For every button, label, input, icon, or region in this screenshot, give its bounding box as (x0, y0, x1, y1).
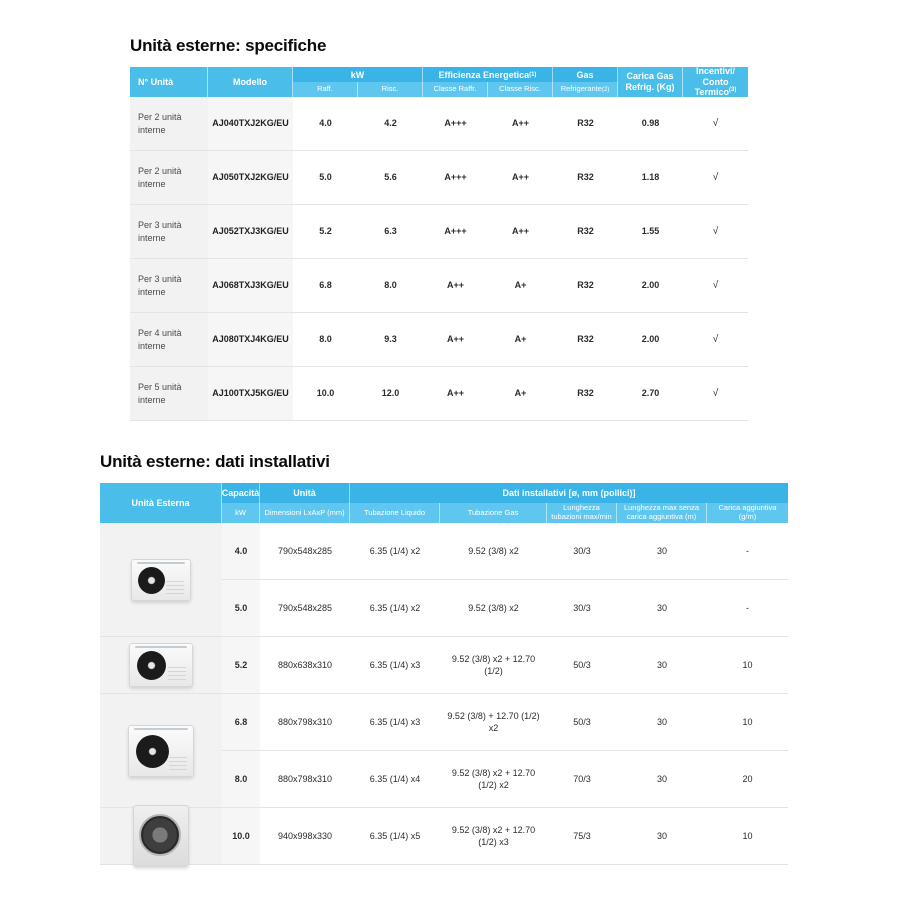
cell-n-unita: Per 4 unità interne (130, 313, 208, 366)
install-row (222, 580, 788, 637)
cell-lunghezza-max: 30 (656, 659, 667, 670)
cell-n-unita: Per 2 unità interne (130, 97, 208, 150)
cell-tubazione-gas: 9.52 (3/8) x2 + 12.70 (1/2) x3 (451, 824, 536, 847)
install-table-body (100, 523, 788, 865)
cell-tubazione-liquido: 6.35 (1/4) x3 (369, 659, 421, 670)
cell-tubazione-liquido: 6.35 (1/4) x2 (369, 545, 421, 556)
cell-lunghezza-tubazioni: 50/3 (573, 716, 591, 727)
cell-classe-raff: A++ (446, 334, 464, 345)
cell-carica-aggiuntiva: 20 (742, 773, 753, 784)
cell-modello: AJ052TXJ3KG/EU (208, 205, 293, 258)
install-rows (222, 523, 788, 865)
header-tubazione-gas: Tubazione Gas (440, 503, 547, 523)
cell-capacita: 5.0 (222, 580, 260, 636)
cell-dimensioni: 790x548x285 (277, 545, 333, 556)
cell-raff: 4.0 (319, 118, 332, 129)
cell-raff: 10.0 (316, 388, 335, 399)
header-tubazione-liquido: Tubazione Liquido (350, 503, 440, 523)
outdoor-unit-photo-large (100, 694, 222, 808)
cell-dimensioni: 940x998x330 (277, 830, 333, 841)
install-table-title: Unità esterne: dati installativi (100, 452, 330, 471)
header-gas: Gas (553, 67, 618, 82)
cell-dimensioni: 880x798x310 (277, 773, 333, 784)
checkmark-icon: √ (712, 117, 719, 129)
cell-carica-aggiuntiva: 10 (742, 659, 753, 670)
cell-raff: 8.0 (319, 334, 332, 345)
spec-row (130, 259, 748, 313)
cell-tubazione-gas: 9.52 (3/8) + 12.70 (1/2) x2 (447, 710, 540, 733)
spec-row (130, 367, 748, 421)
header-risc: Risc. (358, 82, 423, 97)
cell-carica: 0.98 (641, 118, 660, 129)
header-kw: kW (293, 67, 423, 82)
header-kw-group (293, 67, 423, 97)
fan-icon (136, 735, 169, 768)
cell-n-unita: Per 5 unità interne (130, 367, 208, 420)
cell-classe-risc: A++ (511, 172, 529, 183)
cell-carica-aggiuntiva: 10 (742, 830, 753, 841)
cell-modello: AJ080TXJ4KG/EU (208, 313, 293, 366)
install-row (222, 694, 788, 751)
fan-icon (139, 814, 181, 856)
cell-gas: R32 (577, 226, 594, 237)
header-dati-group (350, 483, 788, 523)
cell-n-unita: Per 3 unità interne (130, 259, 208, 312)
outdoor-unit-photo-xl (100, 808, 222, 865)
cell-capacita: 10.0 (222, 808, 260, 864)
checkmark-icon: √ (712, 279, 719, 291)
unit-image-column (100, 523, 222, 865)
spec-table-header (130, 67, 748, 97)
cell-capacita: 8.0 (222, 751, 260, 807)
cell-lunghezza-max: 30 (656, 716, 667, 727)
cell-classe-risc: A+ (514, 334, 527, 345)
header-gas-group (553, 67, 618, 97)
cell-tubazione-gas: 9.52 (3/8) x2 (468, 602, 519, 613)
vent-grille (168, 667, 186, 680)
header-modello: Modello (208, 67, 293, 97)
cell-lunghezza-tubazioni: 75/3 (573, 830, 591, 841)
install-table (100, 452, 788, 865)
fan-icon (138, 567, 165, 594)
vent-grille (166, 581, 184, 594)
header-efficienza: Efficienza Energetica (1) (423, 67, 553, 82)
cell-tubazione-liquido: 6.35 (1/4) x3 (369, 716, 421, 727)
header-lunghezza-max: Lunghezza max senza carica aggiuntiva (m) (617, 503, 707, 523)
cell-capacita: 4.0 (222, 523, 260, 579)
header-dati-installativi: Dati installativi [ø, mm (pollici)] (350, 483, 788, 503)
cell-lunghezza-max: 30 (656, 602, 667, 613)
header-unita-esterna: Unità Esterna (100, 483, 222, 523)
checkmark-icon: √ (712, 225, 719, 237)
cell-raff: 5.0 (319, 172, 332, 183)
header-lunghezza-tubazioni: Lunghezza tubazioni max/min (547, 503, 617, 523)
outdoor-unit-photo-small (100, 523, 222, 637)
cell-gas: R32 (577, 172, 594, 183)
cell-n-unita: Per 2 unità interne (130, 151, 208, 204)
cell-classe-raff: A+++ (444, 172, 467, 183)
install-row (222, 637, 788, 694)
cell-modello: AJ050TXJ2KG/EU (208, 151, 293, 204)
cell-risc: 9.3 (384, 334, 397, 345)
cell-risc: 5.6 (384, 172, 397, 183)
header-carica-gas: Carica Gas Refrig. (Kg) (618, 67, 683, 97)
install-row (222, 523, 788, 580)
cell-classe-raff: A++ (446, 280, 464, 291)
spec-row (130, 313, 748, 367)
cell-carica: 2.70 (641, 388, 660, 399)
cell-gas: R32 (577, 334, 594, 345)
cell-classe-raff: A++ (446, 388, 464, 399)
cell-risc: 6.3 (384, 226, 397, 237)
cell-carica: 2.00 (641, 334, 660, 345)
cell-carica-aggiuntiva: 10 (742, 716, 753, 727)
cell-dimensioni: 880x638x310 (277, 659, 333, 670)
header-unita-group (260, 483, 350, 523)
cell-modello: AJ040TXJ2KG/EU (208, 97, 293, 150)
cell-tubazione-gas: 9.52 (3/8) x2 (468, 545, 519, 556)
cell-lunghezza-tubazioni: 50/3 (573, 659, 591, 670)
header-classe-raff: Classe Raffr. (423, 82, 488, 97)
outdoor-unit-photo-medium (100, 637, 222, 694)
cell-tubazione-liquido: 6.35 (1/4) x2 (369, 602, 421, 613)
cell-lunghezza-max: 30 (656, 773, 667, 784)
cell-lunghezza-tubazioni: 70/3 (573, 773, 591, 784)
cell-capacita: 6.8 (222, 694, 260, 750)
cell-carica-aggiuntiva: - (746, 602, 749, 613)
cell-risc: 8.0 (384, 280, 397, 291)
checkmark-icon: √ (712, 333, 719, 345)
cell-tubazione-gas: 9.52 (3/8) x2 + 12.70 (1/2) (451, 653, 536, 676)
cell-lunghezza-tubazioni: 30/3 (573, 602, 591, 613)
cell-lunghezza-max: 30 (656, 545, 667, 556)
spec-row (130, 97, 748, 151)
vent-grille (169, 757, 187, 770)
cell-gas: R32 (577, 280, 594, 291)
cell-classe-risc: A+ (514, 280, 527, 291)
cell-classe-risc: A++ (511, 226, 529, 237)
header-raff: Raff. (293, 82, 358, 97)
fan-icon (137, 651, 166, 680)
cell-modello: AJ068TXJ3KG/EU (208, 259, 293, 312)
header-capacita: Capacità (222, 483, 260, 503)
cell-carica-aggiuntiva: - (746, 545, 749, 556)
cell-tubazione-gas: 9.52 (3/8) x2 + 12.70 (1/2) x2 (451, 767, 536, 790)
cell-lunghezza-tubazioni: 30/3 (573, 545, 591, 556)
cell-tubazione-liquido: 6.35 (1/4) x5 (369, 830, 421, 841)
spec-table-body (130, 97, 748, 421)
spec-table (130, 36, 748, 421)
checkmark-icon: √ (712, 387, 719, 399)
header-kw-sub: kW (222, 503, 260, 523)
header-refrigerante: Refrigerante (2) (553, 82, 618, 97)
cell-tubazione-liquido: 6.35 (1/4) x4 (369, 773, 421, 784)
install-row (222, 751, 788, 808)
cell-gas: R32 (577, 388, 594, 399)
spec-row (130, 205, 748, 259)
spec-table-title: Unità esterne: specifiche (130, 36, 327, 55)
cell-capacita: 5.2 (222, 637, 260, 693)
cell-carica: 1.55 (641, 226, 660, 237)
cell-classe-raff: A+++ (444, 226, 467, 237)
header-dimensioni: Dimensioni LxAxP (mm) (260, 503, 350, 523)
cell-lunghezza-max: 30 (656, 830, 667, 841)
cell-classe-raff: A+++ (444, 118, 467, 129)
header-unita: Unità (260, 483, 350, 503)
cell-gas: R32 (577, 118, 594, 129)
header-n-unita: N° Unità (130, 67, 208, 97)
cell-risc: 12.0 (381, 388, 400, 399)
cell-n-unita: Per 3 unità interne (130, 205, 208, 258)
header-efficienza-group (423, 67, 553, 97)
cell-dimensioni: 880x798x310 (277, 716, 333, 727)
install-table-header (100, 483, 788, 523)
cell-carica: 1.18 (641, 172, 660, 183)
cell-raff: 6.8 (319, 280, 332, 291)
checkmark-icon: √ (712, 171, 719, 183)
install-row (222, 808, 788, 865)
cell-modello: AJ100TXJ5KG/EU (208, 367, 293, 420)
cell-carica: 2.00 (641, 280, 660, 291)
cell-dimensioni: 790x548x285 (277, 602, 333, 613)
header-classe-risc: Classe Risc. (488, 82, 553, 97)
header-carica-aggiuntiva: Carica aggiuntiva (g/m) (707, 503, 788, 523)
header-incentivi: Incentivi/ Conto Termico$^{(3)}$ (683, 67, 748, 97)
header-capacita-group (222, 483, 260, 523)
cell-raff: 5.2 (319, 226, 332, 237)
spec-row (130, 151, 748, 205)
cell-classe-risc: A+ (514, 388, 527, 399)
cell-risc: 4.2 (384, 118, 397, 129)
cell-classe-risc: A++ (511, 118, 529, 129)
